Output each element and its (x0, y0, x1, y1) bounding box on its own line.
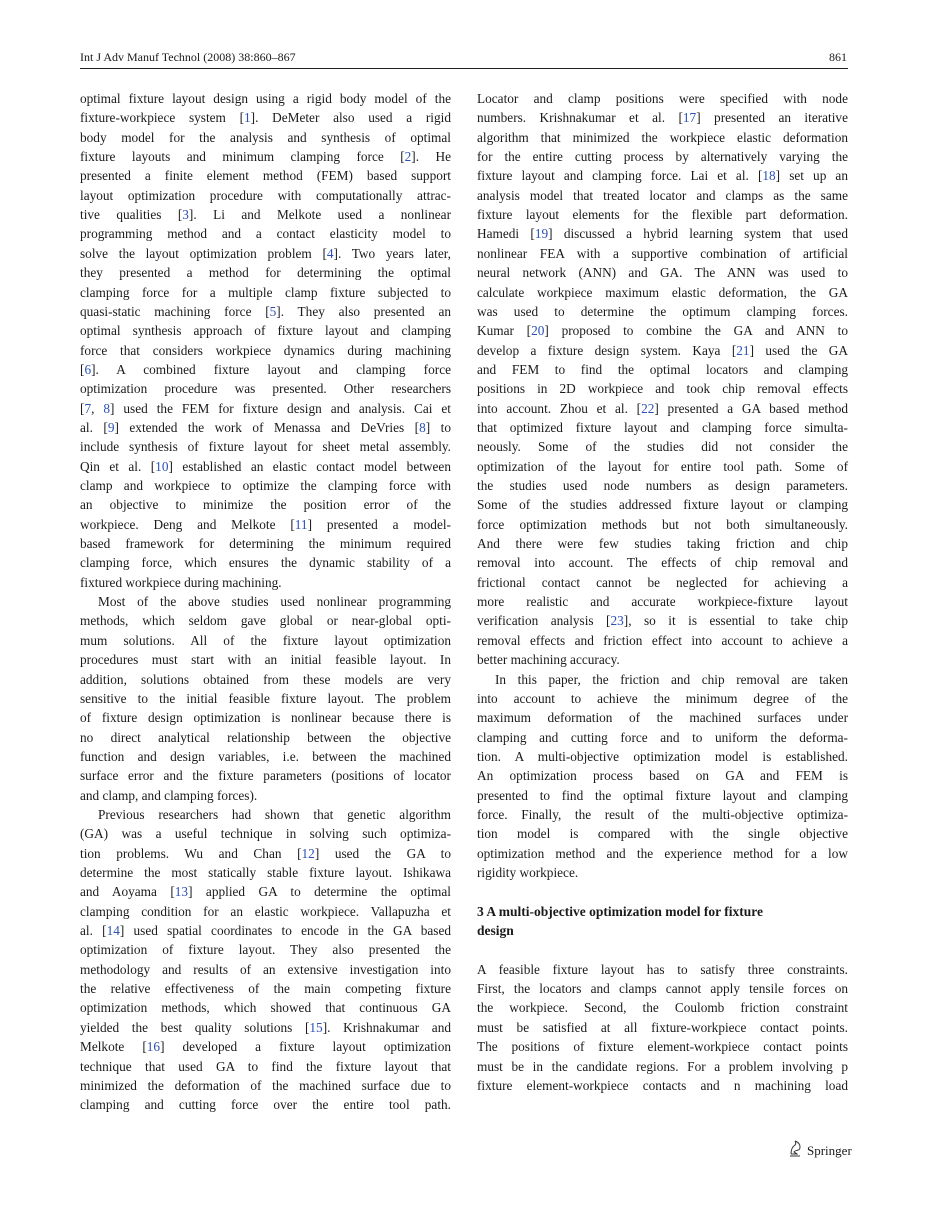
text-line: better machining accuracy. (477, 652, 620, 668)
citation-link[interactable]: 23 (610, 613, 624, 629)
text-line: clamping force for a multiple clamp fixture subjected to (80, 284, 451, 300)
text-line: Kumar [20] proposed to combine the GA and ANN to (477, 323, 848, 339)
text-line: body model for the analysis and synthesis of optimal (80, 129, 451, 145)
text-line: fixtured workpiece during machining. (80, 574, 282, 590)
text-line: positions in 2D workpiece and took chip removal effects (477, 381, 848, 397)
text-line: methods, which seldom gave global or near-global opti- (80, 613, 451, 629)
citation-link[interactable]: 11 (294, 516, 308, 532)
text-line: mum solutions. All of the fixture layout optimization (80, 632, 451, 648)
text-line: layout optimization procedure with computationally attrac- (80, 187, 451, 203)
text-line: for the entire cutting process by alternatively varying the (477, 149, 848, 165)
text-line: an objective to minimize the position error of the (80, 497, 451, 513)
text-line: methodology and results of an extensive investigation into (80, 961, 451, 977)
text-line: [7, 8] used the FEM for fixture design and analysis. Cai et (80, 400, 451, 416)
text-line: An optimization process based on GA and FEM is (477, 768, 848, 784)
text-line: neural network (ANN) and GA. The ANN was used to (477, 265, 848, 281)
citation-link[interactable]: 1 (244, 110, 251, 126)
text-line: optimization procedure was presented. Other researchers (80, 381, 451, 397)
text-line: optimization of fixture layout. They also presented the (80, 942, 451, 958)
text-line: the relative effectiveness of the main competing fixture (80, 981, 451, 997)
text-line: and Aoyama [13] applied GA to determine the optimal (80, 884, 451, 900)
citation-link[interactable]: 2 (404, 149, 412, 165)
text-line: into account. Zhou et al. [22] presented a GA based method (477, 400, 848, 416)
citation-link[interactable]: 21 (736, 342, 750, 358)
citation-link[interactable]: 10 (155, 458, 169, 474)
citation-link[interactable]: 3 (182, 207, 189, 223)
citation-link[interactable]: 7 (84, 400, 92, 416)
text-line: the studies used node numbers as design parameters. (477, 478, 848, 493)
text-line: technique that used GA to find the fixture layout that (80, 1058, 451, 1074)
text-line: algorithm that minimized the workpiece elastic deformation (477, 129, 848, 145)
text-line: presented to find the optimal fixture layout and clamping (477, 787, 848, 803)
section-heading-line: design (477, 923, 514, 939)
section-heading-line: 3 A multi-objective optimization model for fixture (477, 903, 763, 919)
text-line: verification analysis [23], so it is essential to take chip (477, 613, 848, 629)
citation-link[interactable]: 8 (419, 419, 426, 435)
text-line: optimal synthesis approach of fixture layout and clamping (80, 323, 451, 339)
text-line: Locator and clamp positions were specified with node (477, 91, 848, 106)
citation-link[interactable]: 13 (174, 884, 189, 900)
text-line: A feasible fixture layout has to satisfy three constraints. (477, 961, 848, 977)
text-line: clamping and cutting force over the entire tool path. (80, 1097, 451, 1113)
text-line: tion problems. Wu and Chan [12] used the GA to (80, 845, 451, 861)
text-line: the workpiece. Second, the Coulomb friction constraint (477, 1000, 848, 1016)
text-line: that optimized fixture layout and clamping force simulta- (477, 419, 848, 435)
text-line: minimized the deformation of the machined surface due to (80, 1077, 451, 1093)
text-line: al. [14] used spatial coordinates to encode in the GA based (80, 923, 451, 939)
citation-link[interactable]: 9 (107, 419, 115, 435)
text-line: include synthesis of fixture layout for sheet metal assembly. (80, 439, 451, 455)
citation-link[interactable]: 15 (309, 1019, 323, 1035)
text-line: of fixture design optimization is nonlinear because there is (80, 710, 451, 726)
text-line: they presented a method for determining the optimal (80, 265, 451, 281)
text-line: solve the layout optimization problem [4]. Two years later, (80, 245, 451, 261)
text-line: must be satisfied at all fixture-workpiece contact points. (477, 1019, 848, 1035)
text-line: rigidity workpiece. (477, 865, 579, 880)
text-line: was used to determine the optimum clamping forces. (477, 303, 848, 319)
text-line: more realistic and accurate workpiece-fixture layout (477, 594, 848, 610)
citation-link[interactable]: 16 (146, 1039, 161, 1055)
text-line: no direct analytical relationship between the objective (80, 729, 451, 745)
text-line: And there were few studies taking friction and chip (477, 536, 848, 552)
text-line: and clamp, and clamping forces). (80, 787, 258, 803)
springer-logo-icon (787, 1140, 803, 1162)
page-number: 861 (829, 50, 847, 64)
text-line: optimization methods, which showed that continuous GA (80, 1000, 451, 1016)
text-line: nonlinear FEA with a supportive combination of artificial (477, 245, 848, 261)
text-line: clamping and cutting force and to uniform the deforma- (477, 729, 848, 745)
text-line: force optimization methods but not both simultaneously. (477, 516, 848, 532)
citation-link[interactable]: 22 (641, 400, 655, 416)
text-line: removal into account. The effects of chip removal and (477, 555, 848, 571)
text-line: based framework for determining the minimum required (80, 536, 451, 552)
citation-link[interactable]: 17 (682, 110, 697, 126)
text-line: calculate workpiece maximum elastic deformation, the GA (477, 284, 848, 300)
citation-link[interactable]: 20 (531, 323, 545, 339)
citation-link[interactable]: 5 (269, 303, 277, 319)
text-line: (GA) was a useful technique in solving such optimiza- (80, 826, 451, 842)
text-line: fixture layout and clamping force. Lai et al. [18] set up an (477, 168, 848, 184)
text-line: neously. Some of the studies did not consider the (477, 439, 848, 455)
header-rule (80, 68, 848, 69)
citation-link[interactable]: 18 (762, 168, 776, 184)
text-line: Some of the studies addressed fixture layout or clamping (477, 497, 848, 513)
citation-link[interactable]: 19 (534, 226, 549, 242)
text-line: frictional contact cannot be neglected for achieving a (477, 574, 848, 590)
text-line: analysis model that treated locator and clamps as the same (477, 187, 848, 203)
text-line: Most of the above studies used nonlinear programming (98, 594, 451, 610)
text-line: workpiece. Deng and Melkote [11] presented a model- (80, 516, 451, 532)
text-line: fixture layouts and minimum clamping force [2]. He (80, 149, 451, 165)
text-line: Previous researchers had shown that genetic algorithm (98, 806, 451, 822)
text-line: removal effects and friction effect into account to achieve a (477, 632, 848, 648)
text-line: al. [9] extended the work of Menassa and DeVries [8] to (80, 419, 451, 435)
text-line: sensitive to the initial feasible fixture layout. The problem (80, 690, 451, 706)
citation-link[interactable]: 12 (301, 845, 315, 861)
citation-link[interactable]: 8 (103, 400, 111, 416)
text-line: function and design variables, i.e. between the machined (80, 748, 451, 764)
text-line: [6]. A combined fixture layout and clamping force (80, 361, 451, 377)
text-line: and FEM to find the optimal locators and clamping (477, 361, 848, 377)
text-line: programming method and a contact elasticity model to (80, 226, 451, 242)
text-line: determine the most statically stable fixture layout. Ishikawa (80, 865, 451, 880)
citation-link[interactable]: 14 (106, 923, 120, 939)
text-line: surface error and the fixture parameters (positions of locator (80, 768, 451, 784)
publisher-name: Springer (807, 1143, 852, 1158)
text-line: tion. A multi-objective optimization model is established. (477, 748, 848, 764)
publisher-footer (787, 1140, 852, 1162)
running-header-journal: Int J Adv Manuf Technol (2008) 38:860–867 (80, 50, 296, 64)
text-line: must be in the candidate regions. For a problem involving p (477, 1058, 848, 1074)
text-line: procedures must start with an initial feasible layout. In (80, 652, 451, 668)
text-line: addition, solutions obtained from these models are very (80, 671, 451, 687)
text-line: optimization method and the experience method for a low (477, 845, 848, 861)
citation-link[interactable]: 6 (84, 361, 92, 377)
text-line: fixture element-workpiece contacts and n machining load (477, 1077, 848, 1093)
text-line: Qin et al. [10] established an elastic contact model between (80, 458, 451, 474)
text-line: Melkote [16] developed a fixture layout optimization (80, 1039, 451, 1055)
text-line: quasi-static machining force [5]. They also presented an (80, 303, 451, 319)
text-line: into account to achieve the minimum degree of the (477, 690, 848, 706)
text-line: force. Finally, the result of the multi-objective optimiza- (477, 806, 848, 822)
citation-link[interactable]: 4 (326, 245, 334, 261)
text-line: First, the locators and clamps cannot apply tensile forces on (477, 981, 848, 997)
text-line: fixture-workpiece system [1]. DeMeter also used a rigid (80, 110, 451, 126)
text-line: In this paper, the friction and chip removal are taken (495, 671, 848, 687)
text-line: yielded the best quality solutions [15]. Krishnakumar and (80, 1019, 452, 1035)
text-line: The positions of fixture element-workpiece contact points (477, 1039, 848, 1055)
text-line: numbers. Krishnakumar et al. [17] presented an iterative (477, 110, 848, 126)
text-line: clamping condition for an elastic workpiece. Vallapuzha et (80, 903, 451, 919)
text-line: optimal fixture layout design using a rigid body model of the (80, 91, 451, 106)
text-line: presented a finite element method (FEM) based support (80, 168, 451, 184)
text-line: force that considers workpiece dynamics during machining (80, 342, 451, 358)
text-line: optimization of the layout for entire tool path. Some of (477, 458, 848, 474)
text-line: Hamedi [19] discussed a hybrid learning system that used (477, 226, 848, 242)
text-line: tion model is compared with the single objective (477, 826, 848, 842)
text-line: maximum deformation of the machined surfaces under (477, 710, 848, 726)
text-line: tive qualities [3]. Li and Melkote used a nonlinear (80, 207, 451, 223)
text-line: fixture layout elements for the flexible part deformation. (477, 207, 848, 223)
text-line: clamping force, which ensures the dynamic stability of a (80, 555, 451, 571)
text-line: clamp and workpiece to optimize the clamping force with (80, 478, 451, 493)
text-line: develop a fixture design system. Kaya [21] used the GA (477, 342, 848, 358)
